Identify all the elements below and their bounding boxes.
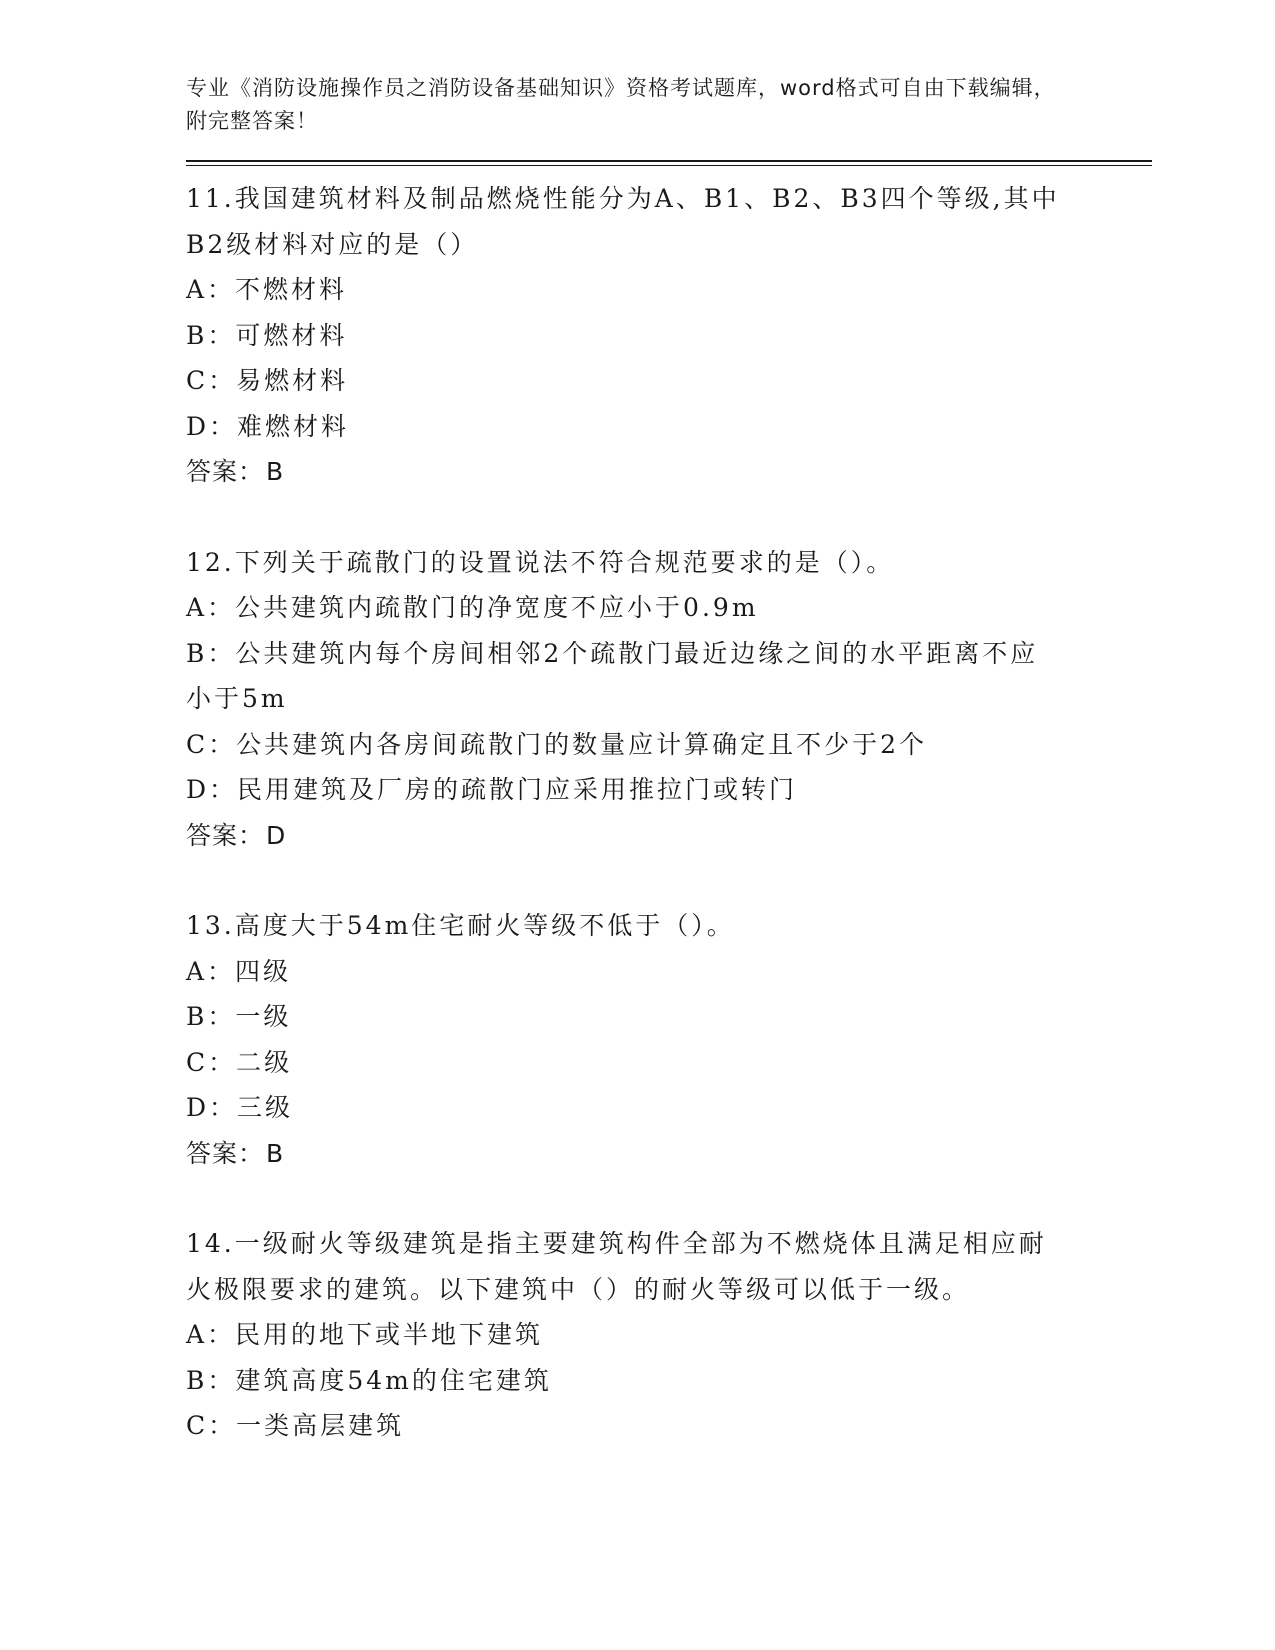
answer-line	[186, 813, 1146, 859]
question-14	[186, 1221, 1146, 1449]
option-a: A：不燃材料	[186, 275, 348, 304]
question-text: 13.高度大于54m住宅耐火等级不低于（）。	[186, 911, 735, 940]
question-list	[186, 176, 1146, 1449]
option-c: C：易燃材料	[186, 366, 349, 395]
option-b: B：一级	[186, 1002, 292, 1031]
option-c: C：一类高层建筑	[186, 1411, 405, 1440]
header-note: 专业《消防设施操作员之消防设备基础知识》资格考试题库，word格式可自由下载编辑，附完整答案！	[186, 76, 1056, 133]
option-c: C：公共建筑内各房间疏散门的数量应计算确定且不少于2个	[186, 729, 928, 759]
option-d: D：难燃材料	[186, 411, 350, 441]
option-b: B：可燃材料	[186, 320, 348, 350]
option-a: A：民用的地下或半地下建筑	[186, 1320, 544, 1349]
option-a: A：公共建筑内疏散门的净宽度不应小于0.9m	[186, 593, 759, 622]
answer-label: 答案：	[186, 1138, 265, 1168]
answer-value: B	[266, 457, 285, 486]
option-b: B：公共建筑内每个房间相邻2个疏散门最近边缘之间的水平距离不应小于5m	[186, 638, 1039, 713]
answer-label: 答案：	[186, 457, 265, 486]
answer-value: D	[266, 820, 287, 850]
question-13	[186, 903, 1146, 1176]
option-c: C：二级	[186, 1047, 293, 1077]
header-divider	[186, 160, 1152, 166]
question-text: 14.一级耐火等级建筑是指主要建筑构件全部为不燃烧体且满足相应耐火极限要求的建筑。以下建筑中（）的耐火等级可以低于一级。	[186, 1229, 1047, 1304]
question-text: 11.我国建筑材料及制品燃烧性能分为A、B1、B2、B3四个等级,其中B2级材料对应的是（）	[186, 184, 1060, 259]
question-text: 12.下列关于疏散门的设置说法不符合规范要求的是（）。	[186, 547, 895, 577]
question-12	[186, 540, 1146, 859]
option-d: D：民用建筑及厂房的疏散门应采用推拉门或转门	[186, 775, 798, 804]
answer-line	[186, 1131, 1146, 1177]
option-d: D：三级	[186, 1093, 294, 1122]
answer-value: B	[266, 1138, 285, 1168]
question-11	[186, 176, 1146, 495]
document-page	[186, 72, 1146, 1494]
answer-line	[186, 449, 1146, 495]
option-a: A：四级	[186, 956, 292, 986]
option-b: B：建筑高度54m的住宅建筑	[186, 1365, 552, 1395]
answer-label: 答案：	[186, 820, 265, 850]
